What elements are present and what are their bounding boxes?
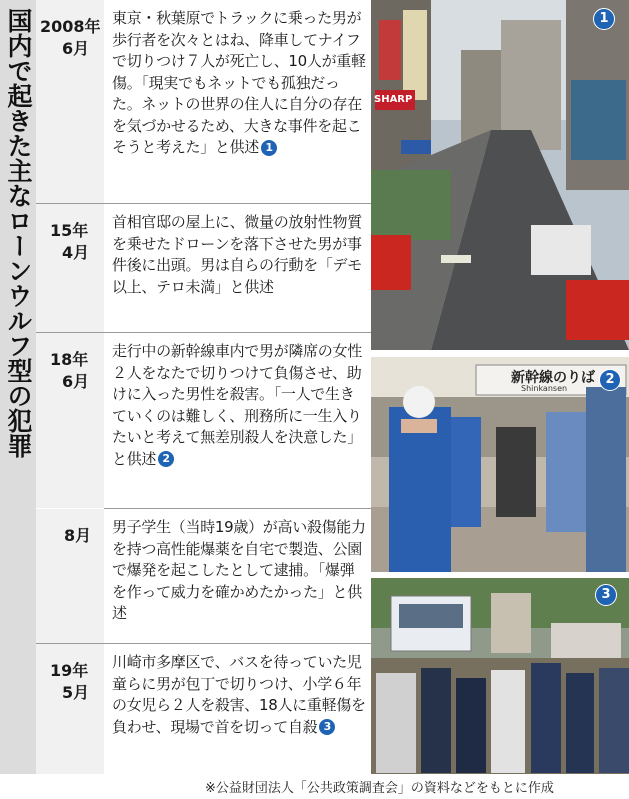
event-text: 首相官邸の屋上に、微量の放射性物質を乗せたドローンを落下させた男が事件後に出頭。男は自らの行動を「デモ以上、テロ未満」と供述	[112, 213, 362, 296]
event-year: 19年	[50, 661, 89, 680]
event-description	[112, 652, 368, 738]
event-row-2019-05	[36, 644, 371, 774]
photo-3-badge: 3	[595, 584, 617, 606]
date-cell	[36, 333, 104, 508]
photo-ref-badge: 1	[261, 140, 277, 156]
event-text: 走行中の新幹線車内で男が隣席の女性２人をなたで切りつけて負傷させ、助けに入った男性を殺害。「一人で生きていくのは難しく、刑務所に一生入りたいと考えて無差別殺人を決意した」と供述	[112, 342, 362, 468]
event-year: 18年	[50, 350, 89, 369]
event-text: 東京・秋葉原でトラックに乗った男が歩行者を次々とはね、降車してナイフで切りつけ７人が死亡し、10人が重軽傷。「現実でもネットでも孤独だった。ネットの世界の住人に自分の存在を気づかせるため、大きな事件を起こそうと考えた」と供述	[112, 9, 366, 156]
event-month: 8月	[64, 526, 92, 545]
event-row-2018-08	[36, 509, 371, 643]
event-description	[112, 341, 368, 470]
date-cell	[36, 509, 104, 643]
event-month: 6月	[62, 39, 90, 58]
date-cell	[36, 204, 104, 332]
page-title: 国内で起きた主なローンウルフ型の犯罪	[4, 8, 33, 458]
photo-shinkansen-scene	[371, 357, 629, 572]
sharp-sign: SHARP	[374, 94, 413, 105]
photo-kawasaki-scene	[371, 578, 629, 774]
event-description	[112, 517, 368, 625]
date-cell	[36, 644, 104, 774]
photo-kawasaki-image	[371, 578, 629, 774]
photo-1-badge: 1	[593, 8, 615, 30]
photo-shinkansen-image	[371, 357, 629, 572]
event-row-2018-06	[36, 333, 371, 508]
event-row-2008-06	[36, 0, 371, 203]
date-cell	[36, 0, 104, 203]
photo-2-badge: 2	[599, 369, 621, 391]
event-month: 4月	[62, 243, 90, 262]
photo-ref-badge: 2	[158, 451, 174, 467]
event-description	[112, 212, 368, 298]
event-text: 男子学生（当時19歳）が高い殺傷能力を持つ高性能爆薬を自宅で製造、公園で爆発を起こしたとして逮捕。「爆弾を作って威力を確かめたかった」と供述	[112, 518, 366, 622]
event-year: 15年	[50, 221, 89, 240]
photo-ref-badge: 3	[319, 719, 335, 735]
event-text: 川崎市多摩区で、バスを待っていた児童らに男が包丁で切りつけ、小学６年の女児ら２人を殺害、18人に重軽傷を負わせ、現場で首を切って自殺	[112, 653, 366, 736]
shinkansen-sign-en: Shinkansen	[521, 384, 568, 393]
event-row-2015-04	[36, 204, 371, 332]
source-note: ※公益財団法人「公共政策調査会」の資料などをもとに作成	[205, 781, 554, 796]
photo-akihabara-image	[371, 0, 629, 350]
shinkansen-sign-jp: 新幹線のりば	[511, 370, 595, 386]
event-year: 2008年	[40, 17, 101, 36]
event-description	[112, 8, 368, 159]
photo-akihabara-scene	[371, 0, 629, 350]
event-month: 6月	[62, 372, 90, 391]
event-month: 5月	[62, 683, 90, 702]
